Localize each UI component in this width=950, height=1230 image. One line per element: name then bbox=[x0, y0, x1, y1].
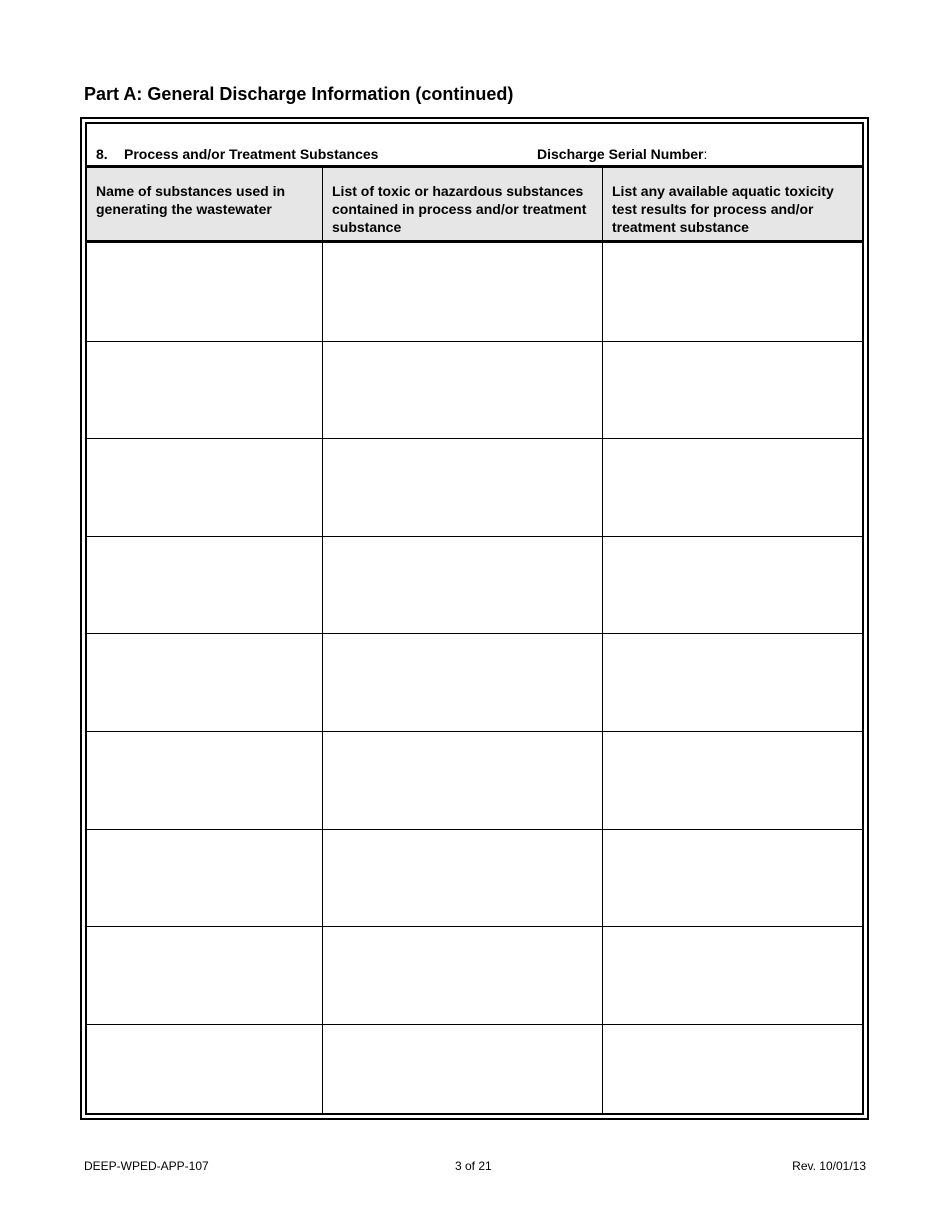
table-row bbox=[87, 438, 862, 536]
table-row bbox=[87, 633, 862, 731]
toxic-substances-cell[interactable] bbox=[322, 1025, 602, 1113]
toxic-substances-cell[interactable] bbox=[322, 439, 602, 536]
section-header bbox=[87, 124, 862, 168]
section-number: 8. bbox=[96, 146, 108, 162]
toxicity-results-cell[interactable] bbox=[602, 732, 862, 829]
substance-name-cell[interactable] bbox=[87, 1025, 322, 1113]
page-number: 3 of 21 bbox=[455, 1159, 492, 1173]
toxic-substances-cell[interactable] bbox=[322, 537, 602, 634]
page-title: Part A: General Discharge Information (continued) bbox=[84, 84, 514, 104]
section-title bbox=[96, 146, 378, 162]
form-id: DEEP-WPED-APP-107 bbox=[84, 1159, 209, 1173]
serial-label-text: Discharge Serial Number bbox=[537, 146, 704, 162]
table-body bbox=[87, 243, 862, 1113]
revision-date: Rev. 10/01/13 bbox=[792, 1159, 866, 1173]
toxic-substances-cell[interactable] bbox=[322, 634, 602, 731]
substance-name-cell[interactable] bbox=[87, 830, 322, 927]
form-table bbox=[85, 122, 864, 1115]
section-title-text: Process and/or Treatment Substances bbox=[124, 146, 379, 162]
toxicity-results-cell[interactable] bbox=[602, 342, 862, 439]
substance-name-cell[interactable] bbox=[87, 243, 322, 341]
toxic-substances-cell[interactable] bbox=[322, 830, 602, 927]
table-row bbox=[87, 731, 862, 829]
substance-name-cell[interactable] bbox=[87, 439, 322, 536]
substance-name-cell[interactable] bbox=[87, 537, 322, 634]
serial-label-colon: : bbox=[703, 146, 708, 162]
substance-name-cell[interactable] bbox=[87, 927, 322, 1024]
discharge-serial-number-label bbox=[537, 146, 707, 162]
substance-name-cell[interactable] bbox=[87, 732, 322, 829]
toxicity-results-cell[interactable] bbox=[602, 243, 862, 341]
toxic-substances-cell[interactable] bbox=[322, 732, 602, 829]
column-header-toxicity-results: List any available aquatic toxicity test results for process and/or treatment substance bbox=[602, 168, 862, 240]
toxic-substances-cell[interactable] bbox=[322, 342, 602, 439]
form-frame bbox=[80, 117, 869, 1120]
toxicity-results-cell[interactable] bbox=[602, 927, 862, 1024]
toxicity-results-cell[interactable] bbox=[602, 537, 862, 634]
toxicity-results-cell[interactable] bbox=[602, 1025, 862, 1113]
table-row bbox=[87, 1024, 862, 1113]
column-header-row bbox=[87, 168, 862, 243]
toxicity-results-cell[interactable] bbox=[602, 634, 862, 731]
toxic-substances-cell[interactable] bbox=[322, 927, 602, 1024]
substance-name-cell[interactable] bbox=[87, 342, 322, 439]
table-row bbox=[87, 243, 862, 341]
toxicity-results-cell[interactable] bbox=[602, 439, 862, 536]
substance-name-cell[interactable] bbox=[87, 634, 322, 731]
table-row bbox=[87, 536, 862, 634]
column-header-toxic-substances: List of toxic or hazardous substances contained in process and/or treatment substance bbox=[322, 168, 602, 240]
table-row bbox=[87, 829, 862, 927]
toxicity-results-cell[interactable] bbox=[602, 830, 862, 927]
table-row bbox=[87, 926, 862, 1024]
column-header-substances: Name of substances used in generating the wastewater bbox=[96, 183, 286, 217]
table-row bbox=[87, 341, 862, 439]
toxic-substances-cell[interactable] bbox=[322, 243, 602, 341]
